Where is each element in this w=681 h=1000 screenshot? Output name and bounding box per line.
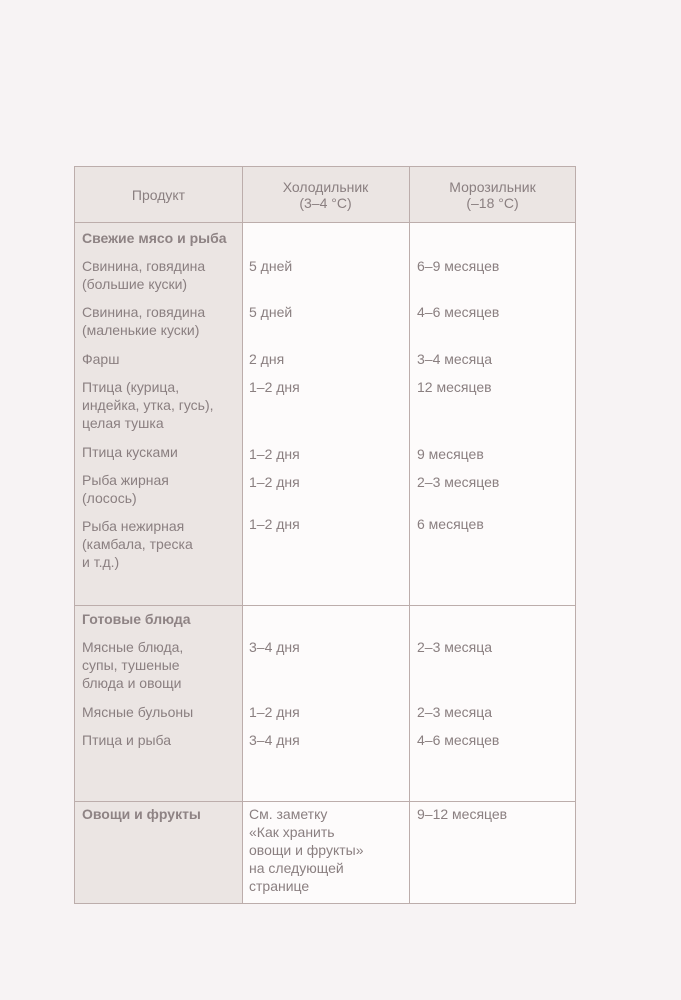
fridge-cell: 1–2 дня	[249, 446, 300, 462]
section-title: Овощи и фрукты	[82, 806, 201, 822]
product-cell: Свинина, говядина (маленькие куски)	[82, 304, 206, 338]
product-cell: Свинина, говядина (большие куски)	[82, 258, 206, 292]
freezer-cell: 4–6 месяцев	[417, 304, 500, 320]
header-product: Продукт	[131, 187, 186, 203]
fridge-cell: 1–2 дня	[249, 474, 300, 490]
fridge-cell: 1–2 дня	[249, 704, 300, 720]
fridge-cell: 1–2 дня	[249, 516, 300, 532]
freezer-cell: 9 месяцев	[417, 446, 484, 462]
freezer-cell: 2–3 месяца	[417, 704, 493, 720]
product-cell: Птица и рыба	[82, 732, 172, 748]
product-cell: Мясные бульоны	[82, 704, 194, 720]
fridge-cell: 3–4 дня	[249, 732, 300, 748]
section-title: Готовые блюда	[82, 611, 191, 627]
freezer-cell: 2–3 месяца	[417, 639, 493, 655]
product-cell: Мясные блюда, супы, тушеные блюда и овощи	[82, 639, 184, 691]
fridge-cell: См. заметку «Как хранить овощи и фрукты» на следующей странице	[249, 806, 364, 894]
section-divider	[75, 801, 575, 802]
section-title: Свежие мясо и рыба	[82, 230, 227, 246]
fridge-cell: 2 дня	[249, 351, 285, 367]
section-divider	[75, 605, 575, 606]
freezer-cell: 6 месяцев	[417, 516, 484, 532]
product-cell: Рыба нежирная (камбала, треска и т.д.)	[82, 518, 193, 570]
freezer-cell: 9–12 месяцев	[417, 806, 508, 822]
fridge-cell: 3–4 дня	[249, 639, 300, 655]
header-freezer: Морозильник (–18 °С)	[449, 179, 536, 211]
product-cell: Птица (курица, индейка, утка, гусь), целая тушка	[82, 379, 214, 431]
column-divider	[409, 167, 410, 903]
freezer-cell: 2–3 месяцев	[417, 474, 500, 490]
fridge-cell: 5 дней	[249, 258, 293, 274]
header-fridge: Холодильник (3–4 °С)	[282, 179, 369, 211]
fridge-cell: 1–2 дня	[249, 379, 300, 395]
freezer-cell: 4–6 месяцев	[417, 732, 500, 748]
fridge-cell: 5 дней	[249, 304, 293, 320]
product-cell: Птица кусками	[82, 444, 178, 460]
freezer-cell: 3–4 месяца	[417, 351, 493, 367]
freezer-cell: 12 месяцев	[417, 379, 492, 395]
product-cell: Рыба жирная (лосось)	[82, 472, 169, 506]
storage-table	[74, 166, 576, 904]
freezer-cell: 6–9 месяцев	[417, 258, 500, 274]
column-divider	[242, 167, 243, 903]
product-cell: Фарш	[82, 351, 120, 367]
